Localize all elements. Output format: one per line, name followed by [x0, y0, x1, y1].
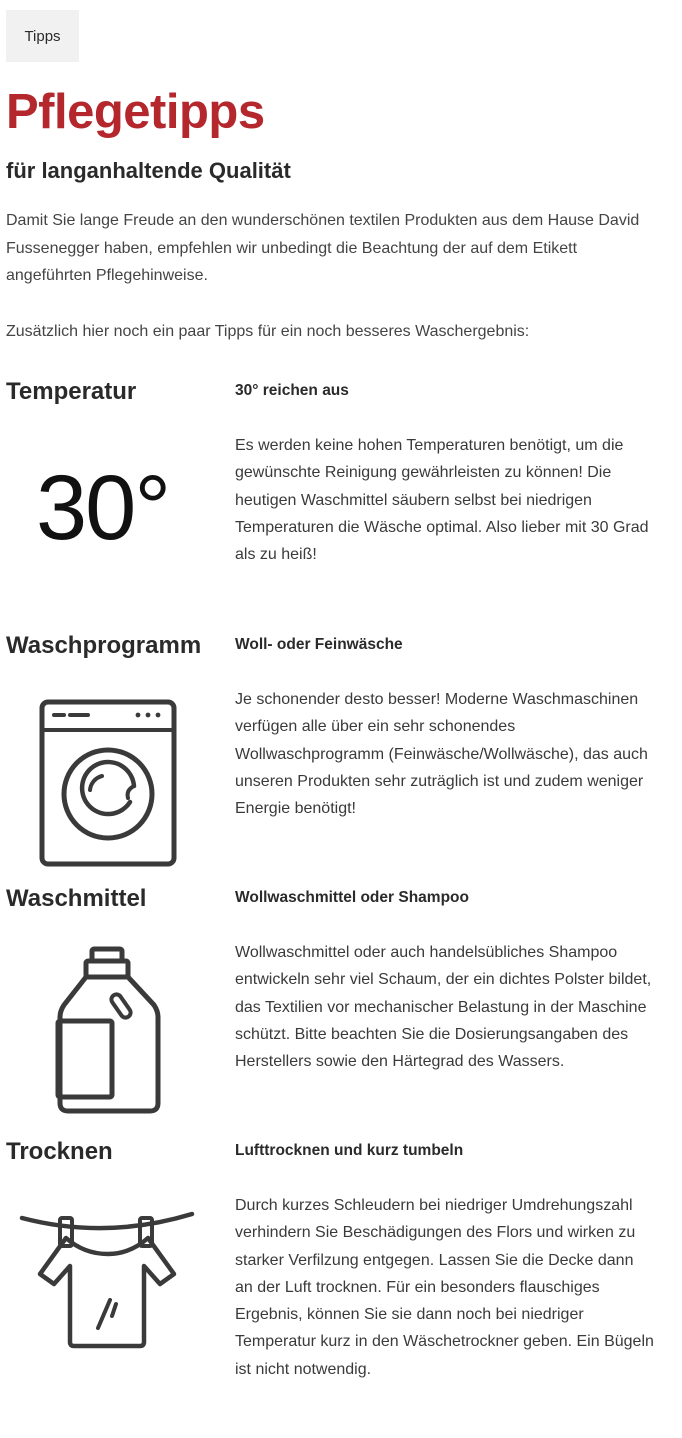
section-trocknen	[0, 1138, 682, 1428]
section-title: Waschprogramm	[6, 632, 202, 659]
section-temperatur	[0, 378, 682, 598]
section-subtitle: Lufttrocknen und kurz tumbeln	[235, 1142, 464, 1159]
section-title: Temperatur	[6, 378, 137, 405]
section-subtitle: Woll- oder Feinwäsche	[235, 636, 403, 653]
page-title: Pflegetipps	[6, 85, 265, 139]
washing-machine-icon	[38, 698, 178, 868]
section-text: Durch kurzes Schleudern bei niedriger Umdrehungszahl verhindern Sie Beschädigungen des Flors und wirken zu starker Verfilzung entgegen. Lassen Sie die Decke dann an der Luft trocknen. Für ein besonders flauschiges Ergebnis, können Sie sie dann noch bei niedriger Temperatur kurz in den Wäschetrockner geben. Ein Bügeln ist nicht notwendig.	[235, 1197, 654, 1378]
shirt-on-clothesline-icon	[18, 1200, 198, 1390]
temperature-30-icon: 30°	[36, 457, 170, 559]
breadcrumb-tag-tipps[interactable]: Tipps	[6, 10, 79, 62]
detergent-bottle-icon	[54, 945, 164, 1115]
intro-tips-paragraph: Zusätzlich hier noch ein paar Tipps für ein noch besseres Waschergebnis:	[6, 323, 530, 340]
section-title: Trocknen	[6, 1138, 113, 1165]
section-subtitle: Wollwaschmittel oder Shampoo	[235, 889, 469, 906]
intro-paragraph: Damit Sie lange Freude an den wunderschönen textilen Produkten aus dem Hause David Fussenegger haben, empfehlen wir unbedingt die Beachtung der auf dem Etikett angeführten Pflegehinweise.	[6, 212, 640, 284]
section-text: Je schonender desto besser! Moderne Waschmaschinen verfügen alle über ein sehr schonendes Wollwaschprogramm (Feinwäsche/Wollwäsche), das auch unseren Produkten sehr zuträglich ist und zudem weniger Energie benötigt!	[235, 691, 648, 818]
section-waschprogramm	[0, 632, 682, 872]
section-text: Es werden keine hohen Temperaturen benötigt, um die gewünschte Reinigung gewährleisten zu können! Die heutigen Waschmittel säubern selbst bei niedrigen Temperaturen die Wäsche optimal. Also lieber mit 30 Grad als zu heiß!	[235, 437, 649, 564]
page-subtitle: für langanhaltende Qualität	[6, 158, 291, 183]
section-text: Wollwaschmittel oder auch handelsübliches Shampoo entwickeln sehr viel Schaum, der ein dichtes Polster bildet, das Textilien vor mechanischer Belastung in der Maschine schützt. Bitte beachten Sie die Dosierungsangaben des Herstellers sowie den Härtegrad des Wassers.	[235, 944, 652, 1071]
section-subtitle: 30° reichen aus	[235, 382, 349, 399]
section-waschmittel	[0, 885, 682, 1125]
section-title: Waschmittel	[6, 885, 147, 912]
